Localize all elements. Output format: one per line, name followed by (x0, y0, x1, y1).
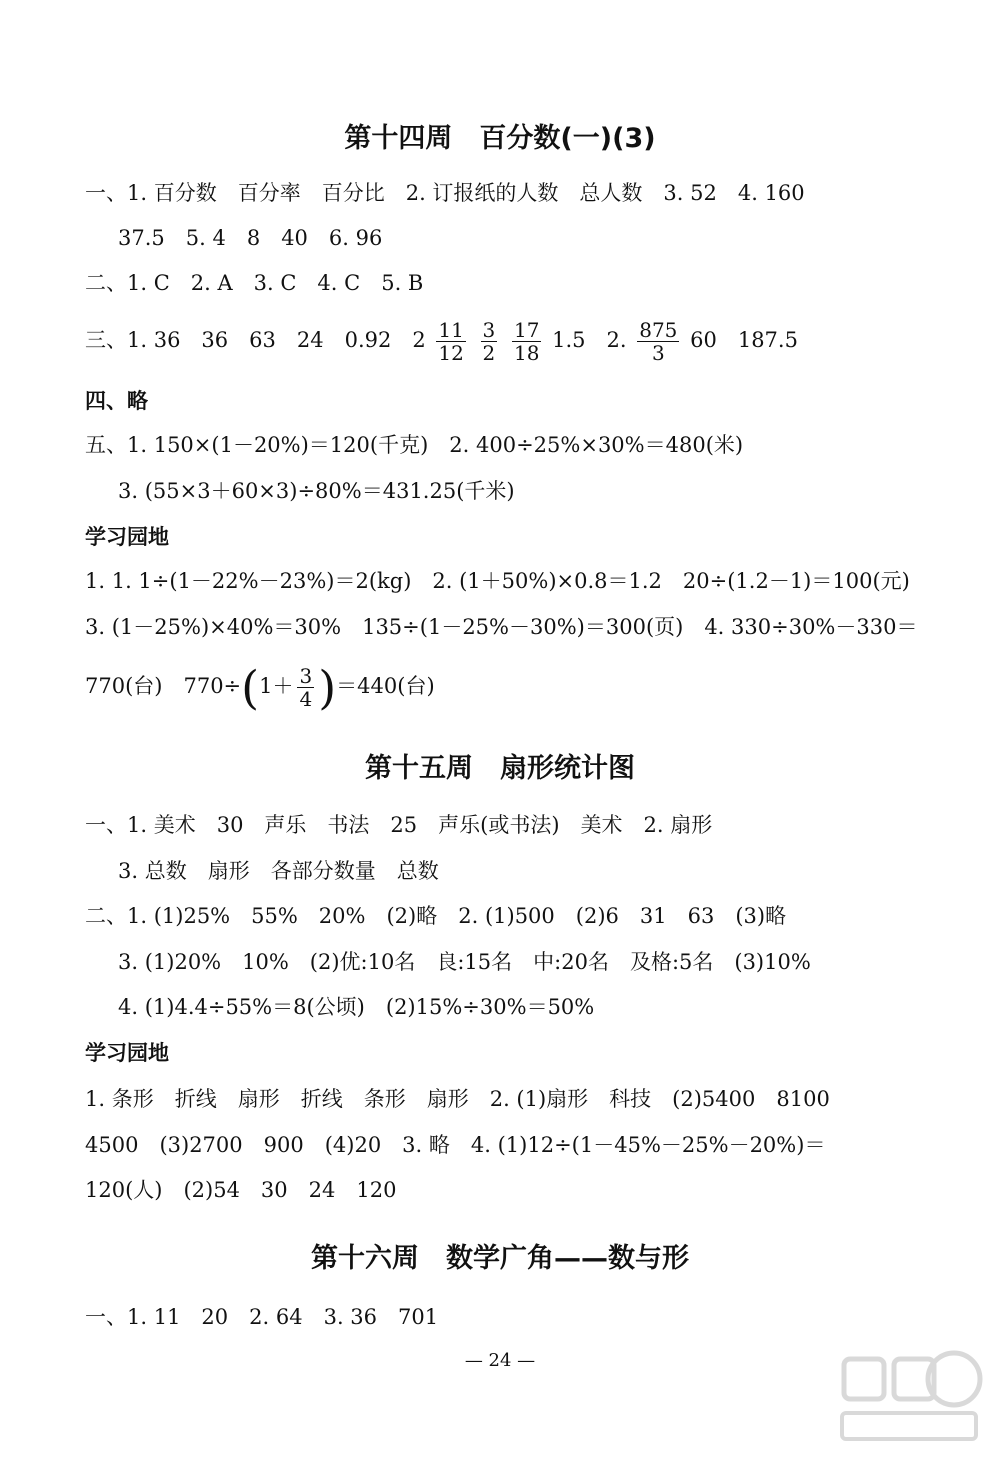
w14-line-11 (85, 658, 435, 714)
w14-study-label: 学习园地 (85, 525, 169, 549)
w14-line-10: 3. (1－25%)×40%＝30% 135÷(1－25%－30%)＝300(页) 4. 330÷30%－330＝ (85, 615, 918, 639)
watermark-logo (834, 1349, 984, 1449)
w14-line-6: 五、1. 150×(1－20%)＝120(千克) 2. 400÷25%×30%＝480(米) (85, 433, 744, 457)
heading-week14: 第十四周 百分数(一)(3) (344, 123, 656, 154)
page-number: — 24 — (464, 1350, 536, 1371)
w15-study-label: 学习园地 (85, 1041, 169, 1065)
w14-line-4a: 三、1. 36 36 63 24 0.92 2 (85, 328, 426, 352)
w14-line-7: 3. (55×3＋60×3)÷80%＝431.25(千米) (118, 479, 515, 503)
w15-line-2: 3. 总数 扇形 各部分数量 总数 (118, 859, 439, 883)
w14-line-3: 二、1. C 2. A 3. C 4. C 5. B (85, 271, 424, 295)
fraction-3-4: $\frac{3}{4}$ (299, 664, 313, 711)
w14-line-1: 一、1. 百分数 百分率 百分比 2. 订报纸的人数 总人数 3. 52 4. 160 (85, 181, 805, 205)
paren-open: ( (241, 660, 260, 715)
w14-line-11a: 770(台) 770÷ (85, 674, 242, 698)
w14-line-4c: 60 187.5 (690, 328, 798, 352)
w15-line-1: 一、1. 美术 30 声乐 书法 25 声乐(或书法) 美术 2. 扇形 (85, 813, 713, 837)
paren-close: ) (318, 660, 337, 715)
w14-line-5: 四、略 (85, 389, 148, 413)
fraction-875-3: $\frac{875}{3}$ (639, 318, 678, 365)
fraction-3-2: $\frac{3}{2}$ (482, 318, 496, 365)
w15-line-8: 4500 (3)2700 900 (4)20 3. 略 4. (1)12÷(1－45%－25%－20%)＝ (85, 1133, 826, 1157)
w14-line-4 (85, 312, 798, 368)
w15-line-5: 4. (1)4.4÷55%＝8(公顷) (2)15%÷30%＝50% (118, 995, 595, 1019)
w15-line-7: 1. 条形 折线 扇形 折线 条形 扇形 2. (1)扇形 科技 (2)5400 8100 (85, 1087, 830, 1111)
w15-line-9: 120(人) (2)54 30 24 120 (85, 1178, 397, 1202)
w15-line-4: 3. (1)20% 10% (2)优:10名 良:15名 中:20名 及格:5名 (3)10% (118, 950, 811, 974)
w14-line-11b: 1＋ (259, 674, 294, 698)
w15-line-3: 二、1. (1)25% 55% 20% (2)略 2. (1)500 (2)6 31 63 (3)略 (85, 904, 787, 928)
w14-line-9: 1. 1. 1÷(1－22%－23%)＝2(kg) 2. (1＋50%)×0.8＝1.2 20÷(1.2－1)＝100(元) (85, 569, 910, 593)
heading-week15: 第十五周 扇形统计图 (365, 753, 635, 784)
w14-line-2: 37.5 5. 4 8 40 6. 96 (118, 226, 383, 250)
w14-line-11c: ＝440(台) (336, 674, 435, 698)
w16-line-1: 一、1. 11 20 2. 64 3. 36 701 (85, 1305, 439, 1329)
w14-line-4b: 1.5 2. (552, 328, 627, 352)
fraction-11-12: $\frac{11}{12}$ (438, 318, 464, 365)
heading-week16: 第十六周 数学广角——数与形 (311, 1243, 689, 1274)
fraction-17-18: $\frac{17}{18}$ (513, 318, 540, 365)
